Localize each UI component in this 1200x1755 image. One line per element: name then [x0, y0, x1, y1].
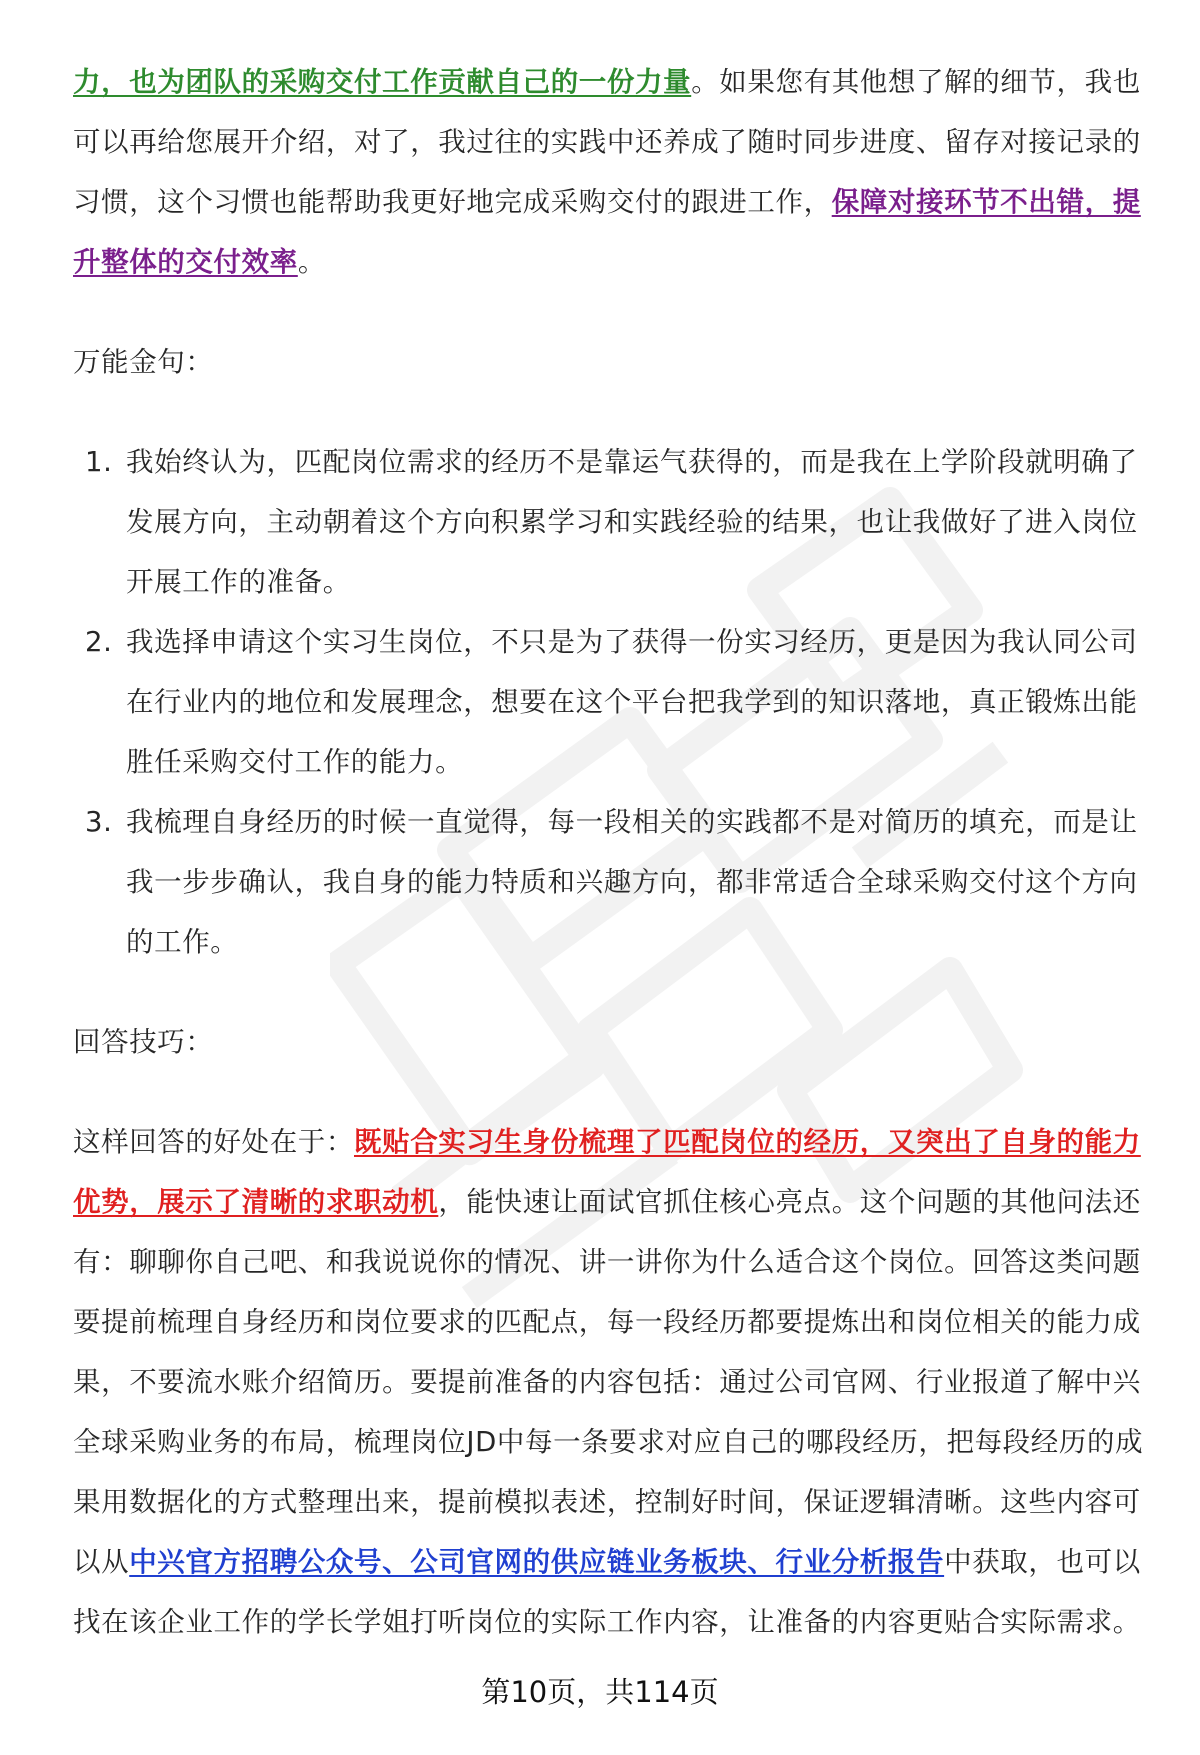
page-number-footer: 第10页，共114页: [481, 1675, 719, 1709]
list-item-text: 我梳理自身经历的时候一直觉得，每一段相关的实践都不是对简历的填充，而是让我一步步确认，我自身的能力特质和兴趣方向，都非常适合全球采购交付这个方向的工作。: [126, 806, 1138, 958]
list-item-number: 3.: [85, 806, 113, 838]
list-item-text: 我选择申请这个实习生岗位，不只是为了获得一份实习经历，更是因为我认同公司在行业内的地位和发展理念，想要在这个平台把我学到的知识落地，真正锻炼出能胜任采购交付工作的能力。: [126, 626, 1138, 778]
highlight-green: 力，也为团队的采购交付工作贡献自己的一份力量: [73, 66, 692, 98]
tips-text-c: 中获取，也可以找在该企业工作的学长学姐打听岗位的实际工作内容，让准备的内容更贴合实际需求。: [73, 1546, 1141, 1638]
tips-text-a: 这样回答的好处在于：: [73, 1126, 354, 1158]
spacer: [73, 392, 1148, 432]
highlight-red: 既贴合实习生身份梳理了匹配岗位的经历，又突出了自身的能力优势，展示了清晰的求职动机: [73, 1126, 1141, 1218]
highlight-blue: 中兴官方招聘公众号、公司官网的供应链业务板块、行业分析报告: [129, 1546, 945, 1578]
spacer: [73, 292, 1148, 332]
intro-paragraph: [73, 52, 1148, 292]
tips-paragraph: [73, 1112, 1148, 1652]
list-item: [73, 792, 1148, 972]
document-body: [73, 52, 1148, 1652]
list-item: [73, 432, 1148, 612]
tips-heading: 回答技巧：: [73, 1026, 214, 1058]
list-item-number: 1.: [85, 446, 113, 478]
golden-sentences-list: [73, 432, 1148, 972]
spacer: [73, 1072, 1148, 1112]
tips-text-b: ，能快速让面试官抓住核心亮点。这个问题的其他问法还有：聊聊你自己吧、和我说说你的情况、讲一讲你为什么适合这个岗位。回答这类问题要提前梳理自身经历和岗位要求的匹配点，每一段经历都要提炼出和岗位相关的能力成果，不要流水账介绍简历。要提前准备的内容包括：通过公司官网、行业报道了解中兴全球采购业务的布局，梳理岗位JD中每一条要求对应自己的哪段经历，把每段经历的成果用数据化的方式整理出来，提前模拟表述，控制好时间，保证逻辑清晰。这些内容可以从: [73, 1186, 1144, 1578]
intro-text-a: 。如果您有其他想了解的细节，我也可以再给您展开介绍，对了，我过往的实践中还养成了随时同步进度、留存对接记录的习惯，这个习惯也能帮助我更好地完成采购交付的跟进工作，: [73, 66, 1141, 218]
list-item-number: 2.: [85, 626, 113, 658]
list-item-text: 我始终认为，匹配岗位需求的经历不是靠运气获得的，而是我在上学阶段就明确了发展方向，主动朝着这个方向积累学习和实践经验的结果，也让我做好了进入岗位开展工作的准备。: [126, 446, 1138, 598]
list-item: [73, 612, 1148, 792]
spacer: [73, 972, 1148, 1012]
golden-heading: 万能金句：: [73, 346, 214, 378]
highlight-purple: 保障对接环节不出错，提升整体的交付效率: [73, 186, 1141, 278]
intro-text-b: 。: [297, 246, 326, 278]
